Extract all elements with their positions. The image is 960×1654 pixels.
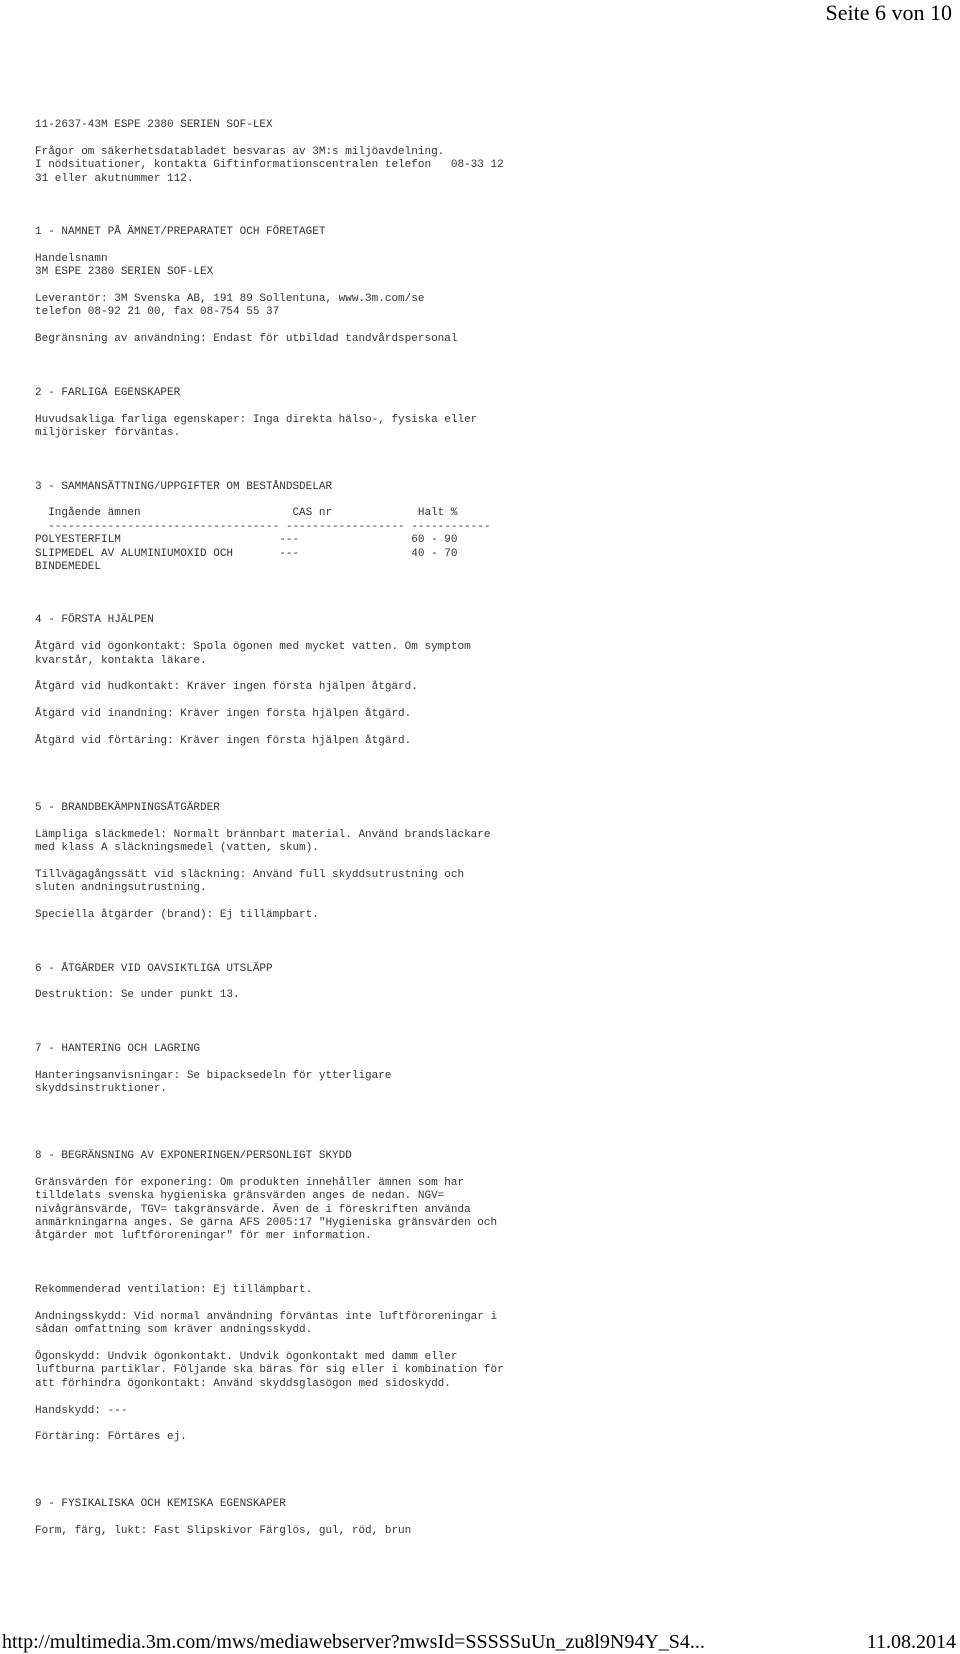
- document-line: [35, 1257, 935, 1270]
- document-line: [35, 1297, 935, 1310]
- document-line: Handskydd: ---: [35, 1404, 128, 1417]
- document-line: 2 - FARLIGA EGENSKAPER: [35, 386, 181, 399]
- document-line: 5 - BRANDBEKÄMPNINGSÅTGÄRDER: [35, 801, 220, 814]
- document-line: [35, 186, 935, 199]
- document-line: [35, 976, 935, 989]
- document-line: [35, 213, 935, 226]
- document-line: [35, 440, 935, 453]
- document-line: [35, 1338, 935, 1351]
- document-line: [35, 1097, 935, 1110]
- document-line: [35, 1123, 935, 1136]
- document-line: Tillvägagångssätt vid släckning: Använd full skyddsutrustning och: [35, 868, 465, 881]
- document-line: Åtgärd vid ögonkontakt: Spola ögonen med mycket vatten. Om symptom: [35, 641, 471, 654]
- document-line: [35, 1244, 935, 1257]
- document-line: luftburna partiklar. Följande ska bäras för sig eller i kombination för: [35, 1364, 504, 1377]
- document-line: Gränsvärden för exponering: Om produkten innehåller ämnen som har: [35, 1176, 465, 1189]
- document-line: [35, 280, 935, 293]
- document-line: [35, 240, 935, 253]
- document-line: 11-2637-43M ESPE 2380 SERIEN SOF-LEX: [35, 119, 273, 131]
- document-line: anmärkningarna anges. Se gärna AFS 2005:17 "Hygieniska gränsvärden och: [35, 1217, 498, 1230]
- document-line: [35, 1030, 935, 1043]
- document-line: [35, 347, 935, 360]
- document-line: [35, 1512, 935, 1525]
- page-number-header: Seite 6 von 10: [825, 0, 952, 25]
- document-line: Lämpliga släckmedel: Normalt brännbart material. Använd brandsläckare: [35, 828, 491, 841]
- document-line: Ögonskydd: Undvik ögonkontakt. Undvik ögonkontakt med damm eller: [35, 1350, 458, 1363]
- document-line: Förtäring: Förtäres ej.: [35, 1431, 187, 1444]
- document-line: [35, 1163, 935, 1176]
- document-line: [35, 601, 935, 614]
- document-line: sluten andningsutrustning.: [35, 882, 207, 895]
- document-line: [35, 199, 935, 212]
- document-line: 7 - HANTERING OCH LAGRING: [35, 1042, 201, 1055]
- document-line: Leverantör: 3M Svenska AB, 191 89 Sollentuna, www.3m.com/se: [35, 293, 425, 306]
- document-line: Åtgärd vid inandning: Kräver ingen första hjälpen åtgärd.: [35, 708, 412, 721]
- document-line: POLYESTERFILM --- 60 - 90: [35, 534, 458, 547]
- document-line: Åtgärd vid hudkontakt: Kräver ingen första hjälpen åtgärd.: [35, 681, 418, 694]
- document-line: [35, 1137, 935, 1150]
- document-line: [35, 360, 935, 373]
- document-line: telefon 08-92 21 00, fax 08-754 55 37: [35, 306, 280, 319]
- document-line: [35, 815, 935, 828]
- document-line: 9 - FYSIKALISKA OCH KEMISKA EGENSKAPER: [35, 1498, 286, 1511]
- document-line: Ingående ämnen CAS nr Halt %: [35, 507, 458, 520]
- document-line: [35, 668, 935, 681]
- footer-date: 11.08.2014: [866, 1631, 956, 1653]
- document-line: Åtgärd vid förtäring: Kräver ingen första hjälpen åtgärd.: [35, 734, 412, 747]
- document-line: [35, 320, 935, 333]
- document-line: Speciella åtgärder (brand): Ej tillämpbart.: [35, 909, 319, 922]
- document-line: [35, 1056, 935, 1069]
- document-line: 1 - NAMNET PÅ ÄMNET/PREPARATET OCH FÖRETAGET: [35, 226, 326, 239]
- document-line: Huvudsakliga farliga egenskaper: Inga direkta hälso-, fysiska eller: [35, 413, 478, 426]
- document-line: med klass A släckningsmedel (vatten, skum).: [35, 842, 319, 855]
- document-line: Begränsning av användning: Endast för utbildad tandvårdspersonal: [35, 333, 458, 346]
- document-line: [35, 949, 935, 962]
- document-line: [35, 1391, 935, 1404]
- document-line: [35, 628, 935, 641]
- document-line: [35, 574, 935, 587]
- document-line: skyddsinstruktioner.: [35, 1083, 168, 1096]
- document-line: [35, 588, 935, 601]
- document-line: [35, 922, 935, 935]
- document-line: [35, 1016, 935, 1029]
- document-line: 3 - SAMMANSÄTTNING/UPPGIFTER OM BESTÅNDSDELAR: [35, 480, 333, 493]
- document-line: [35, 695, 935, 708]
- document-line: [35, 896, 935, 909]
- document-line: Handelsnamn: [35, 252, 108, 265]
- document-line: [35, 1418, 935, 1431]
- document-line: [35, 373, 935, 386]
- document-line: [35, 1271, 935, 1284]
- document-line: I nödsituationer, kontakta Giftinformationscentralen telefon 08-33 12: [35, 159, 504, 172]
- document-line: [35, 1003, 935, 1016]
- document-line: [35, 1458, 935, 1471]
- page-footer: [2, 1630, 958, 1654]
- document-line: [35, 494, 935, 507]
- document-line: Hanteringsanvisningar: Se bipacksedeln för ytterligare: [35, 1069, 392, 1082]
- document-line: åtgärder mot luftföroreningar" för mer information.: [35, 1230, 372, 1243]
- document-line: [35, 467, 935, 480]
- document-line: [35, 1471, 935, 1484]
- document-line: ----------------------------------- ------------------ ------------: [35, 520, 491, 533]
- document-line: Frågor om säkerhetsdatabladet besvaras av 3M:s miljöavdelning.: [35, 145, 445, 158]
- document-line: [35, 775, 935, 788]
- document-line: att förhindra ögonkontakt: Använd skyddsglasögon med sidoskydd.: [35, 1377, 451, 1390]
- document-line: [35, 132, 935, 145]
- document-line: 31 eller akutnummer 112.: [35, 172, 194, 185]
- document-line: [35, 1485, 935, 1498]
- document-line: Rekommenderad ventilation: Ej tillämpbart.: [35, 1283, 313, 1296]
- document-line: SLIPMEDEL AV ALUMINIUMOXID OCH --- 40 - 70: [35, 547, 458, 560]
- document-line: Destruktion: Se under punkt 13.: [35, 989, 240, 1002]
- document-line: tilldelats svenska hygieniska gränsvärden anges de nedan. NGV=: [35, 1190, 445, 1203]
- document-line: [35, 748, 935, 761]
- document-line: 8 - BEGRÄNSNING AV EXPONERINGEN/PERSONLIGT SKYDD: [35, 1150, 352, 1163]
- document-line: [35, 1445, 935, 1458]
- document-line: 3M ESPE 2380 SERIEN SOF-LEX: [35, 266, 214, 279]
- document-line: nivågränsvärde, TGV= takgränsvärde. Även de i föreskriften använda: [35, 1203, 471, 1216]
- document-line: [35, 936, 935, 949]
- document-line: [35, 722, 935, 735]
- document-body: [35, 119, 935, 1538]
- document-line: [35, 400, 935, 413]
- document-line: miljörisker förväntas.: [35, 426, 181, 439]
- footer-url: http://multimedia.3m.com/mws/mediawebserver?mwsId=SSSSSuUn_zu8l9N94Y_S4...: [2, 1631, 705, 1653]
- document-line: 6 - ÅTGÄRDER VID OAVSIKTLIGA UTSLÄPP: [35, 962, 273, 975]
- document-line: [35, 1110, 935, 1123]
- document-line: BINDEMEDEL: [35, 560, 102, 573]
- document-line: Form, färg, lukt: Fast Slipskivor Färglös, gul, röd, brun: [35, 1525, 412, 1538]
- document-line: [35, 762, 935, 775]
- document-line: [35, 454, 935, 467]
- document-line: [35, 855, 935, 868]
- document-line: 4 - FÖRSTA HJÄLPEN: [35, 614, 154, 627]
- document-line: Andningsskydd: Vid normal användning förväntas inte luftföroreningar i: [35, 1310, 498, 1323]
- document-line: sådan omfattning som kräver andningsskydd.: [35, 1324, 313, 1337]
- document-line: [35, 789, 935, 802]
- document-line: kvarstår, kontakta läkare.: [35, 654, 207, 667]
